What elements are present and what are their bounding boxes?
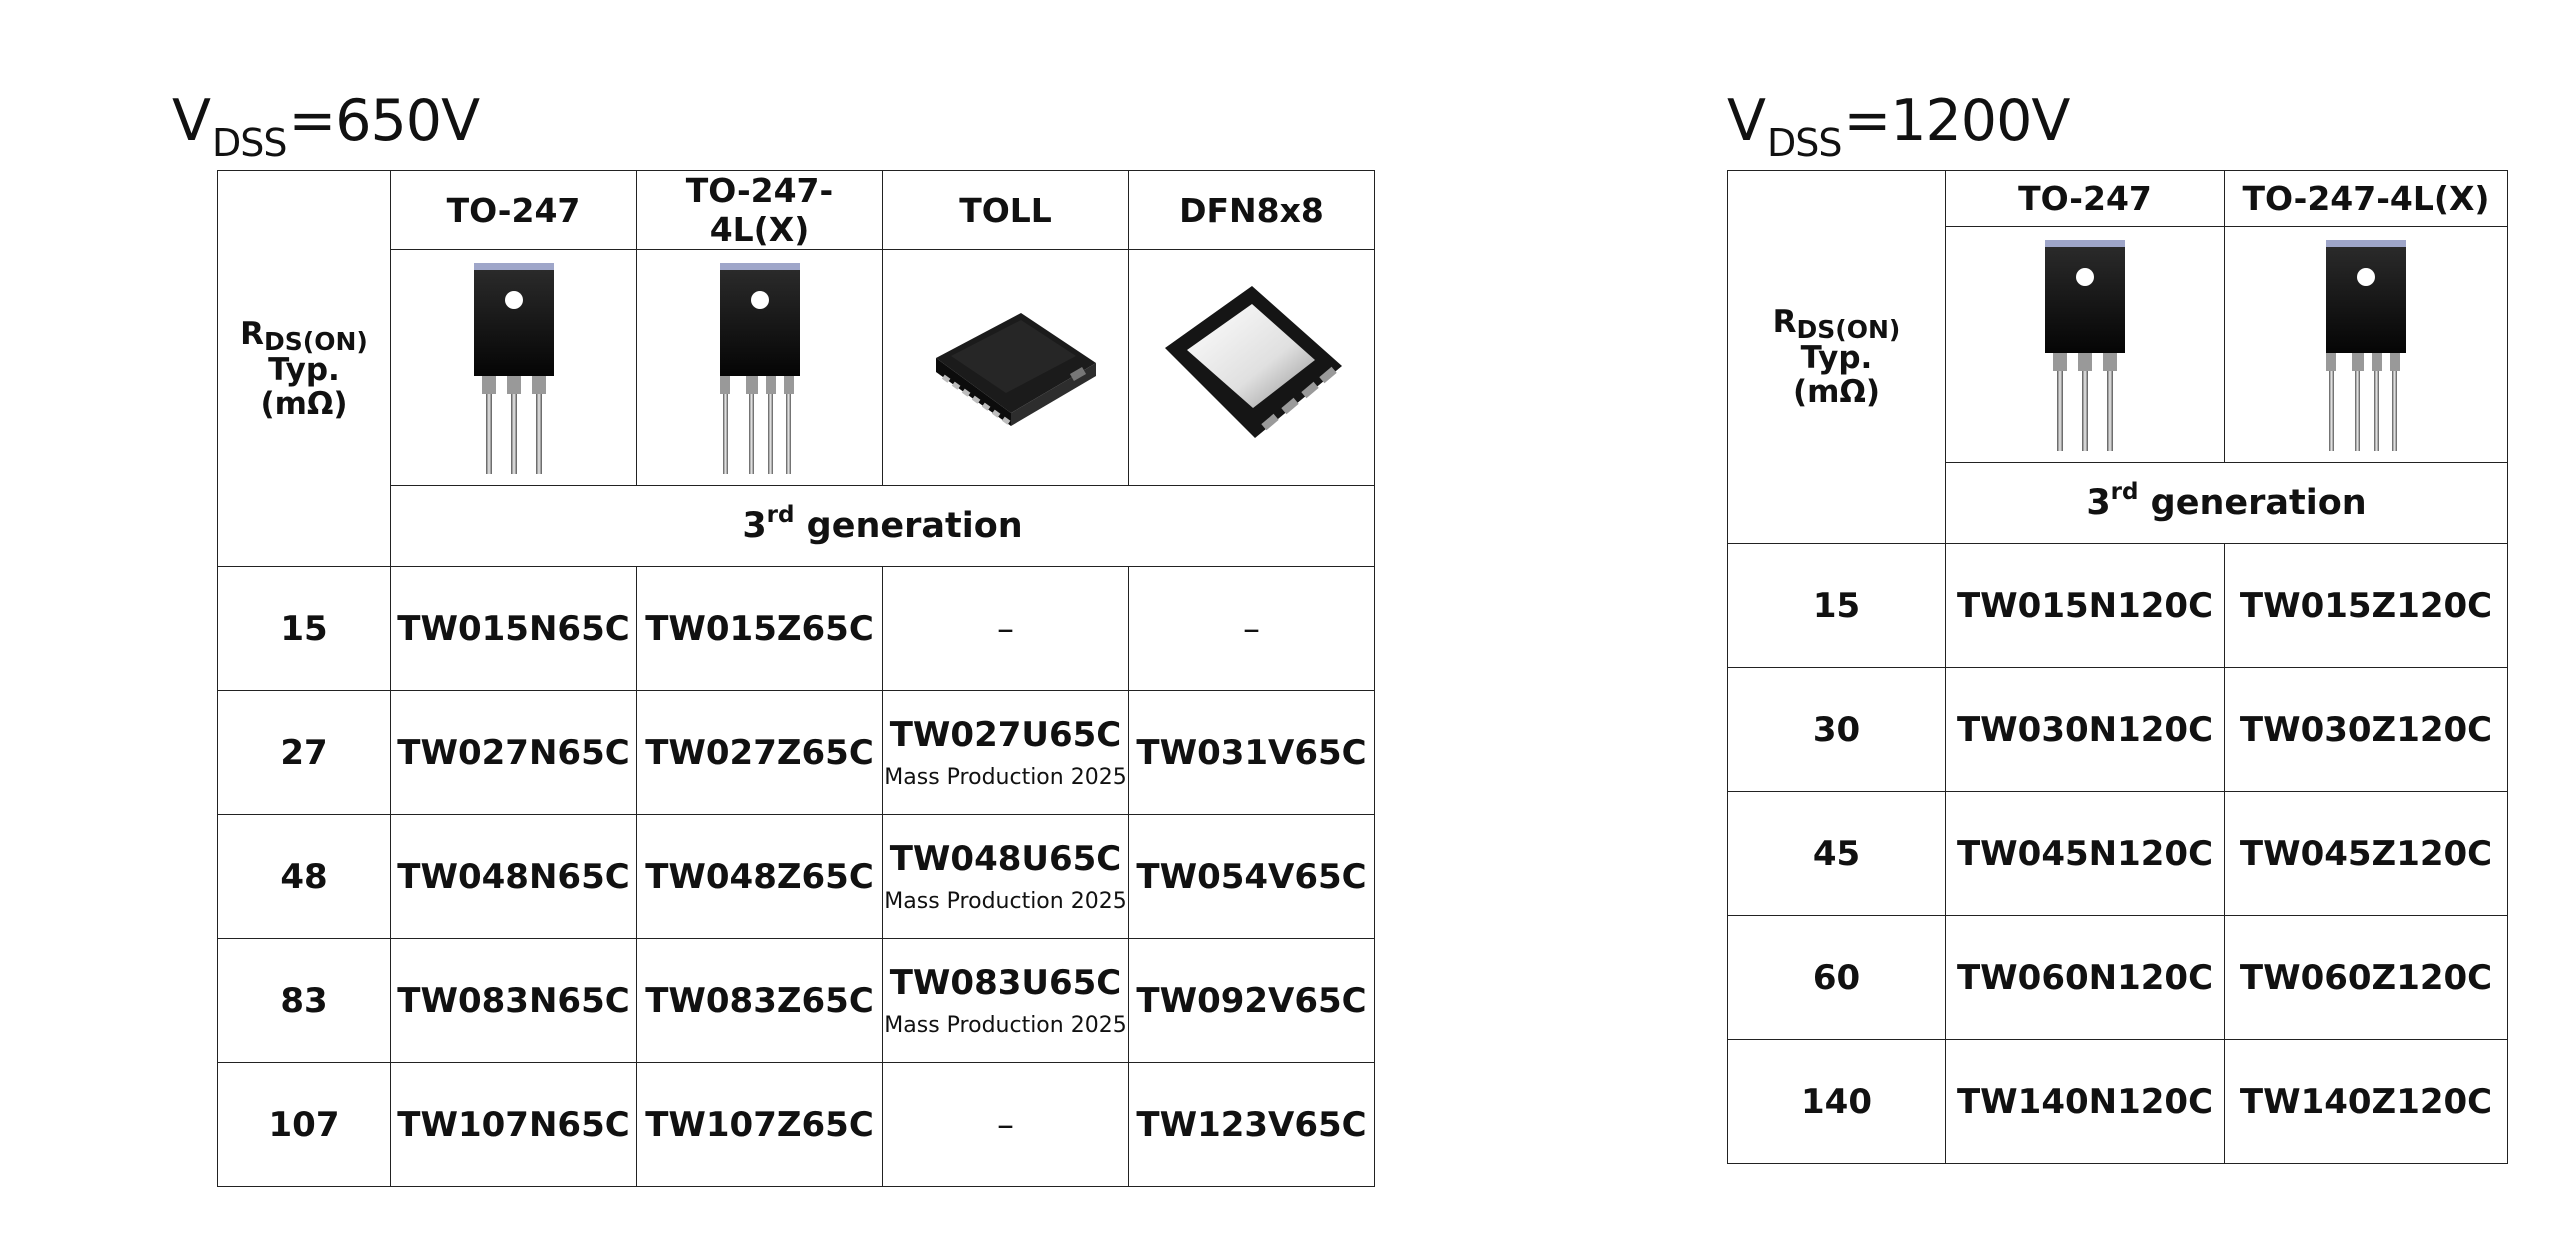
part-number: TW030N120C <box>1946 668 2225 792</box>
to247-package-image-cell <box>1946 227 2225 463</box>
part-number: – <box>1129 567 1375 691</box>
generation-label: 3rd generation <box>391 486 1375 567</box>
to247-4l-package-image <box>2316 235 2416 455</box>
part-number: TW123V65C <box>1129 1063 1375 1187</box>
part-number: TW027U65C <box>889 715 1122 755</box>
part-number: TW015N120C <box>1946 544 2225 668</box>
table-row <box>218 691 1375 815</box>
part-number: TW048U65C <box>889 839 1122 879</box>
package-header: TO-247 <box>1946 171 2225 227</box>
dfn8x8-package-image-cell <box>1129 250 1375 486</box>
rds-value: 60 <box>1728 916 1946 1040</box>
part-number: TW107N65C <box>391 1063 637 1187</box>
part-number: TW027Z65C <box>637 691 883 815</box>
part-number: TW140N120C <box>1946 1040 2225 1164</box>
package-header: TO-247-4L(X) <box>637 171 883 250</box>
generation-label: 3rd generation <box>1946 463 2508 544</box>
package-header: TOLL <box>883 171 1129 250</box>
part-number: TW027N65C <box>391 691 637 815</box>
part-number: TW092V65C <box>1129 939 1375 1063</box>
part-number-cell <box>883 939 1129 1063</box>
part-number: TW031V65C <box>1129 691 1375 815</box>
part-number: TW015N65C <box>391 567 637 691</box>
part-number: TW140Z120C <box>2225 1040 2508 1164</box>
part-number-cell <box>883 815 1129 939</box>
rds-value: 30 <box>1728 668 1946 792</box>
table-row <box>218 815 1375 939</box>
to247-package-image-cell <box>391 250 637 486</box>
dfn8x8-package-image <box>1157 278 1347 458</box>
part-number: TW054V65C <box>1129 815 1375 939</box>
part-number: TW048N65C <box>391 815 637 939</box>
to247-4l-package-image <box>710 258 810 478</box>
left-product-table <box>217 170 1375 1187</box>
package-header: DFN8x8 <box>1129 171 1375 250</box>
toll-package-image <box>911 298 1101 438</box>
table-row <box>218 567 1375 691</box>
part-number: TW030Z120C <box>2225 668 2508 792</box>
mass-production-note: Mass Production 2025 <box>884 889 1127 914</box>
table-row <box>218 1063 1375 1187</box>
rds-value: 27 <box>218 691 391 815</box>
part-number: TW083U65C <box>889 963 1122 1003</box>
rds-value: 83 <box>218 939 391 1063</box>
part-number: TW107Z65C <box>637 1063 883 1187</box>
to247-package-image <box>464 258 564 478</box>
part-number: – <box>883 567 1129 691</box>
part-number: TW048Z65C <box>637 815 883 939</box>
part-number: TW045N120C <box>1946 792 2225 916</box>
rds-value: 15 <box>218 567 391 691</box>
rds-value: 48 <box>218 815 391 939</box>
right-product-table <box>1727 170 2508 1164</box>
rds-value: 140 <box>1728 1040 1946 1164</box>
table-row <box>1728 1040 2508 1164</box>
to247-4l-package-image-cell <box>2225 227 2508 463</box>
to247-package-image <box>2035 235 2135 455</box>
part-number: TW083Z65C <box>637 939 883 1063</box>
rds-value: 15 <box>1728 544 1946 668</box>
part-number: TW015Z120C <box>2225 544 2508 668</box>
to247-4l-package-image-cell <box>637 250 883 486</box>
part-number-cell <box>883 691 1129 815</box>
right-section-title: $V_{DSS}=1200V$ <box>1727 88 2070 165</box>
table-row <box>1728 544 2508 668</box>
rds-value: 45 <box>1728 792 1946 916</box>
mass-production-note: Mass Production 2025 <box>884 1013 1127 1038</box>
package-header: TO-247 <box>391 171 637 250</box>
table-row <box>1728 792 2508 916</box>
rds-value: 107 <box>218 1063 391 1187</box>
rds-header-cell: RDS(ON) Typ. (mΩ) <box>1728 171 1946 544</box>
toll-package-image-cell <box>883 250 1129 486</box>
part-number: TW060Z120C <box>2225 916 2508 1040</box>
part-number: TW083N65C <box>391 939 637 1063</box>
part-number: – <box>883 1063 1129 1187</box>
left-section-title: $V_{DSS}=650V$ <box>172 88 480 165</box>
rds-header-cell: RDS(ON) Typ. (mΩ) <box>218 171 391 567</box>
table-row <box>1728 916 2508 1040</box>
part-number: TW060N120C <box>1946 916 2225 1040</box>
package-header: TO-247-4L(X) <box>2225 171 2508 227</box>
part-number: TW045Z120C <box>2225 792 2508 916</box>
part-number: TW015Z65C <box>637 567 883 691</box>
table-row <box>218 939 1375 1063</box>
mass-production-note: Mass Production 2025 <box>884 765 1127 790</box>
table-row <box>1728 668 2508 792</box>
